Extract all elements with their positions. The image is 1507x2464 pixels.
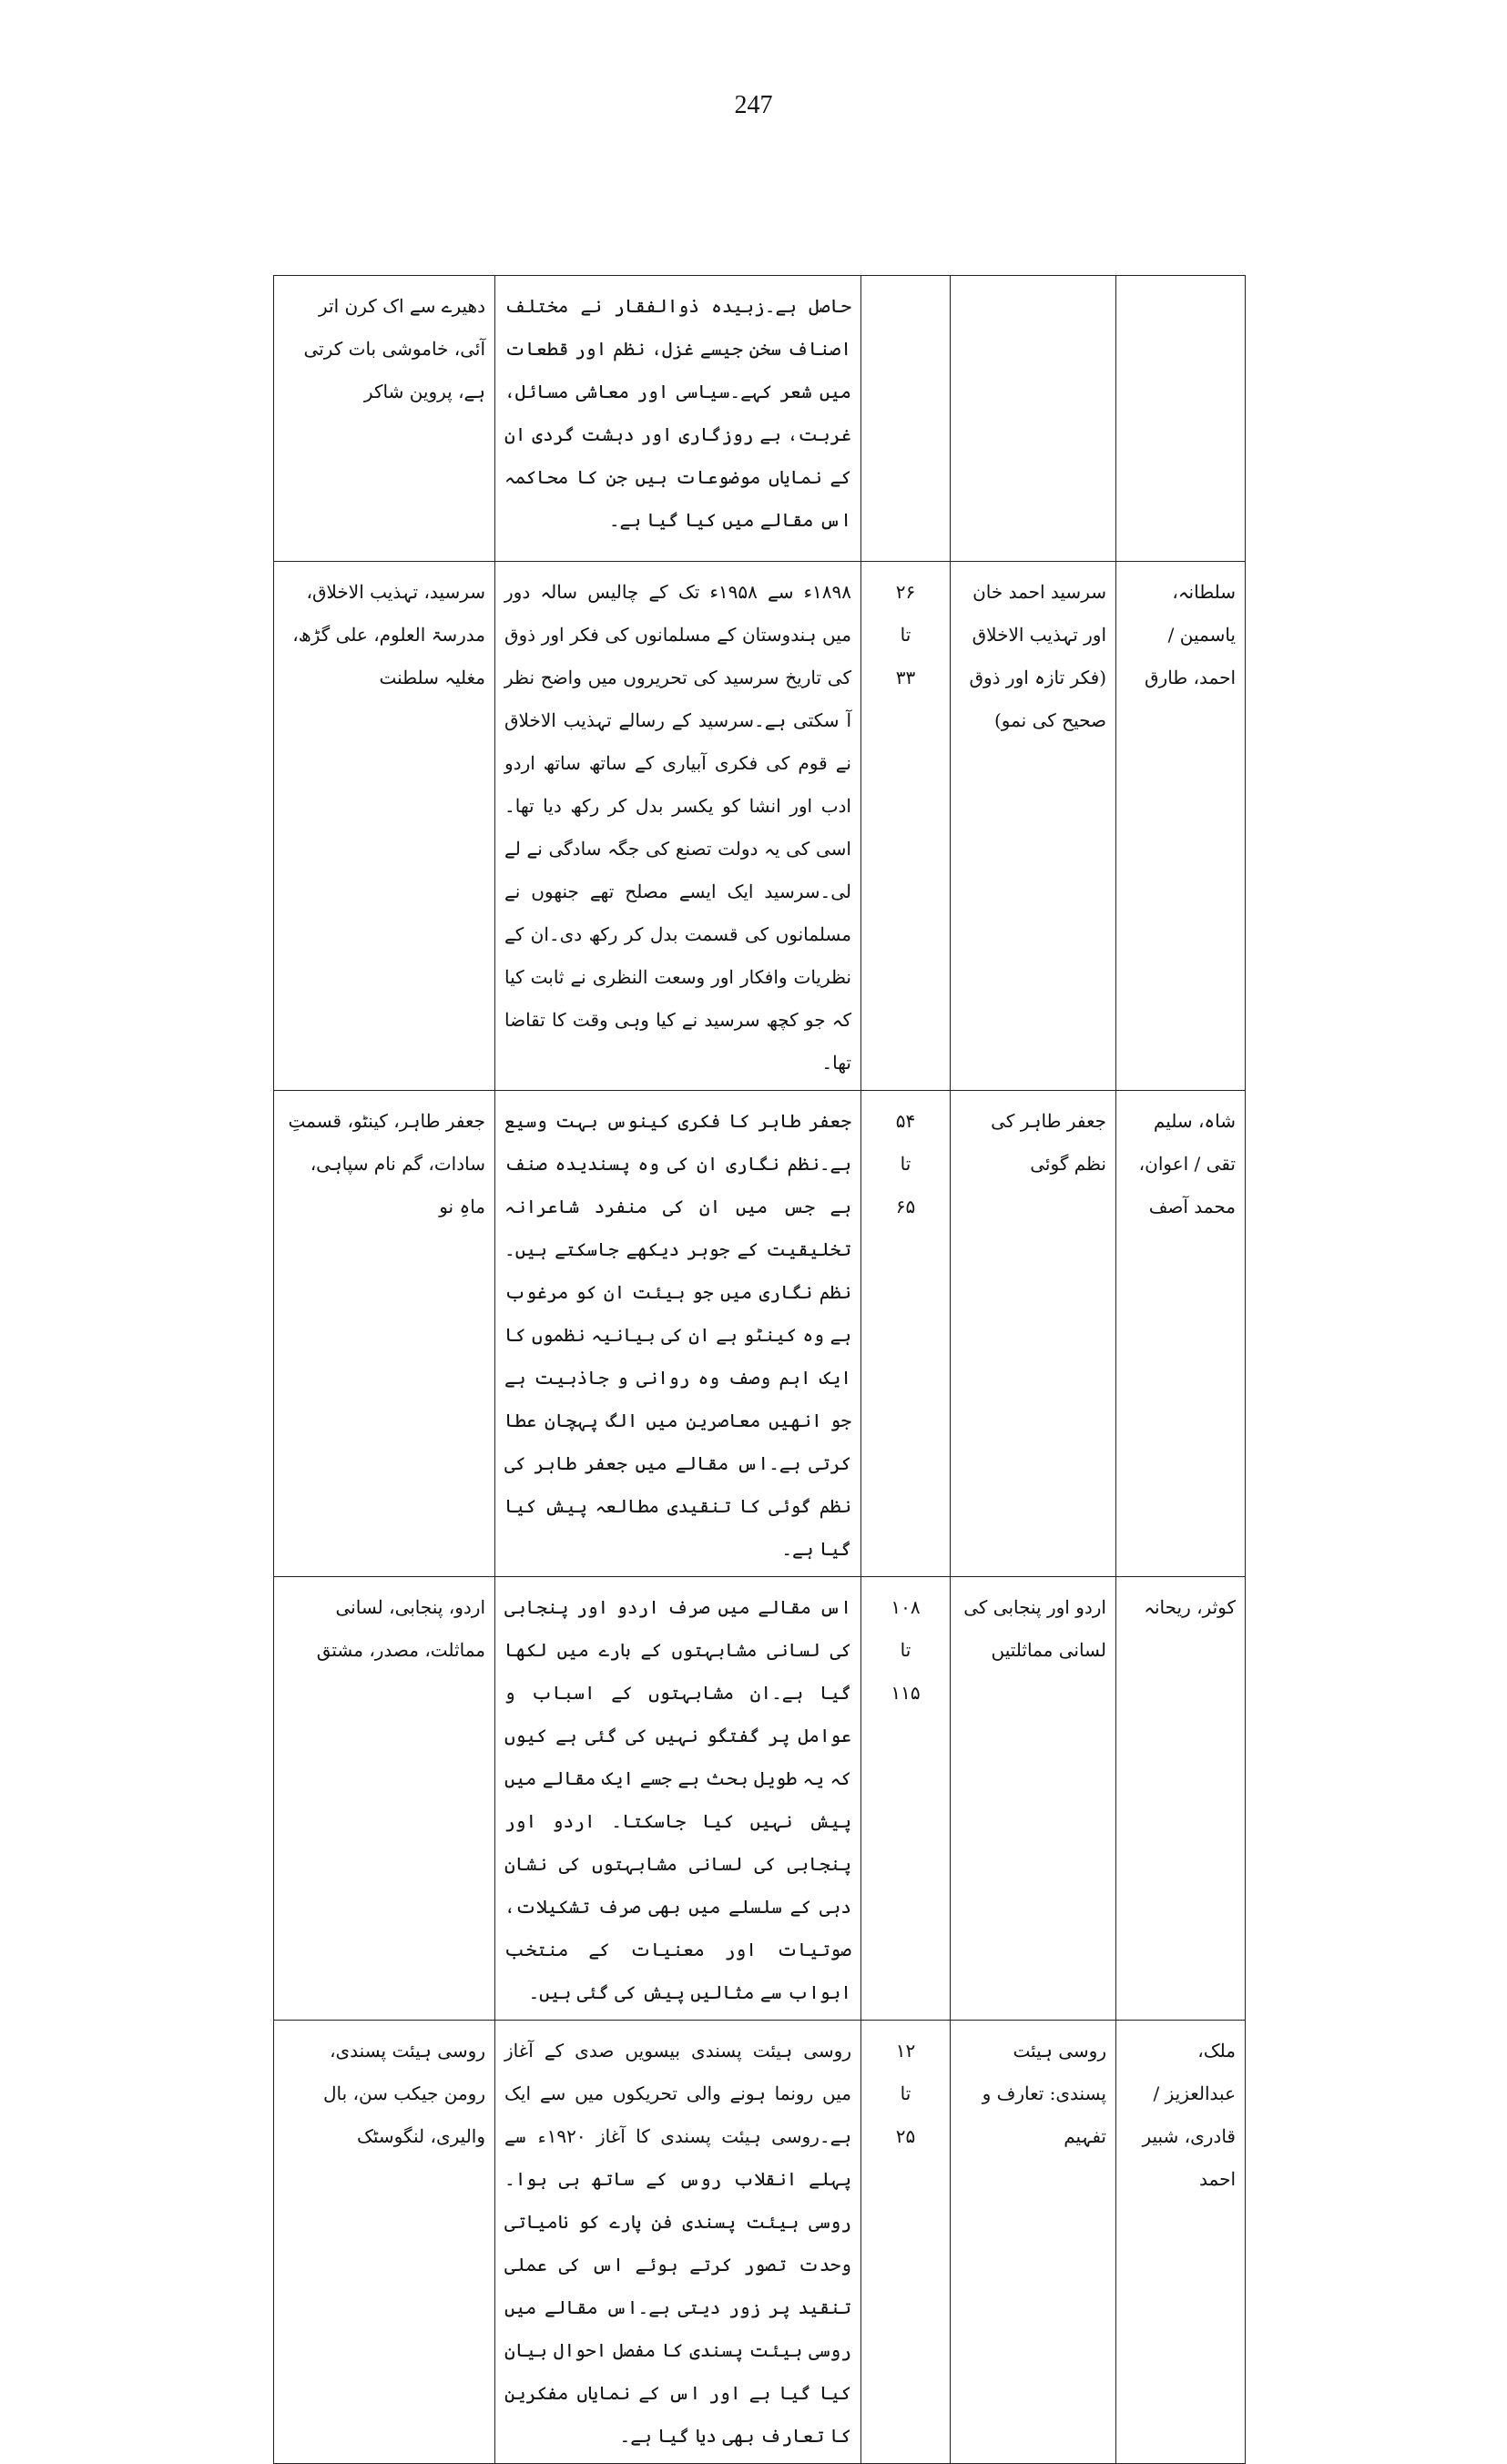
- article-index-body: [274, 276, 1246, 2464]
- table-row: [274, 1577, 1246, 2021]
- page-range-part: ۱۰۸: [891, 1596, 921, 1618]
- page-range-part: ۱۱۵: [891, 1682, 921, 1704]
- title-cell: [951, 562, 1116, 1091]
- title-cell: [951, 276, 1116, 562]
- summary-text: حاصل ہے۔زبیدہ ذوالفقار نے مختلف اصناف سخن جیسے غزل، نظم اور قطعات میں شعر کہے۔سیاسی اور معاشی مسائل، غربت، بے روزگاری اور دہشت گردی ان کے نمایاں موضوعات ہیں جن کا محاکمہ اس مقالے میں کیا گیا ہے۔: [504, 295, 851, 531]
- author-text: سلطانہ، یاسمین / احمد، طارق: [1145, 581, 1236, 688]
- page-number: 247: [734, 91, 773, 119]
- author-cell: [1116, 562, 1246, 1091]
- summary-cell: [495, 1577, 861, 2021]
- page-range-part: تا: [900, 1639, 911, 1661]
- page-range-part: ۳۳: [895, 667, 916, 688]
- author-cell: [1116, 276, 1246, 562]
- pages-cell: [861, 2021, 951, 2464]
- summary-text: روسی ہیئت پسندی بیسویں صدی کے آغاز میں رونما ہونے والی تحریکوں میں سے ایک ہے۔روسی ہیئت پسندی کا آغاز ۱۹۲۰ء سے پہلے انقلاب روس کے ساتھ ہی ہوا۔روسی ہیئت پسندی فن پارے کو نامیاتی وحدت تصور کرتے ہوئے اس کی عملی تنقید پر زور دیتی ہے۔اس مقالے میں روسی ہیئت پسندی کا مفصل احوال بیان کیا گیا ہے اور اس کے نمایاں مفکرین کا تعارف بھی دیا گیا ہے۔: [504, 2040, 852, 2447]
- table-row: [274, 276, 1246, 562]
- pages-cell: [861, 1577, 951, 2021]
- page-range-part: ۲۶: [895, 581, 916, 603]
- keywords-text: دھیرے سے اک کرن اتر آئی، خاموشی بات کرتی ہے، پروین شاکر: [303, 295, 485, 402]
- title-cell: [951, 2021, 1116, 2464]
- keywords-text: جعفر طاہر، کینٹو، قسمتِ سادات، گم نام سپاہی، ماہِ نو: [288, 1110, 485, 1217]
- author-text: کوثر، ریحانہ: [1144, 1596, 1236, 1618]
- author-text: ملک، عبدالعزیز / قادری، شبیر احمد: [1142, 2040, 1236, 2190]
- author-cell: [1116, 1091, 1246, 1577]
- pages-cell: [861, 1091, 951, 1577]
- article-index-table: [273, 275, 1246, 2464]
- keywords-cell: [274, 562, 495, 1091]
- title-text: روسی ہیئت پسندی: تعارف و تفہیم: [982, 2040, 1106, 2147]
- keywords-cell: [274, 2021, 495, 2464]
- table-row: [274, 562, 1246, 1091]
- table-row: [274, 2021, 1246, 2464]
- summary-text: جعفر طاہر کا فکری کینوس بہت وسیع ہے۔نظم نگاری ان کی وہ پسندیدہ صنف ہے جس میں ان کی منفرد شاعرانہ تخلیقیت کے جوہر دیکھے جاسکتے ہیں۔نظم نگاری میں جو ہیئت ان کو مرغوب ہے وہ کینٹو ہے ان کی بیانیہ نظموں کا ایک اہم وصف وہ روانی و جاذبیت ہے جو انھیں معاصرین میں الگ پہچان عطا کرتی ہے۔اس مقالے میں جعفر طاہر کی نظم گوئی کا تنقیدی مطالعہ پیش کیا گیا ہے۔: [504, 1110, 851, 1560]
- page-range-part: ۵۴: [895, 1110, 916, 1132]
- author-cell: [1116, 2021, 1246, 2464]
- keywords-text: روسی ہیئت پسندی، رومن جیکب سن، بال والیری، لنگوسٹک: [322, 2040, 485, 2147]
- title-text: اردو اور پنجابی کی لسانی مماثلتیں: [963, 1596, 1106, 1661]
- author-text: شاہ، سلیم تقی / اعوان، محمد آصف: [1138, 1110, 1236, 1217]
- title-text: سرسید احمد خان اور تہذیب الاخلاق (فکر تازہ اور ذوق صحیح کی نمو): [969, 581, 1106, 731]
- pages-cell: [861, 276, 951, 562]
- pages-cell: [861, 562, 951, 1091]
- keywords-cell: [274, 1577, 495, 2021]
- keywords-text: سرسید، تہذیب الاخلاق، مدرسۃ العلوم، علی گڑھ، مغلیہ سلطنت: [292, 581, 485, 688]
- title-cell: [951, 1577, 1116, 2021]
- table-row: [274, 1091, 1246, 1577]
- page-range-part: تا: [900, 2082, 911, 2104]
- page-range-part: تا: [900, 624, 911, 646]
- title-cell: [951, 1091, 1116, 1577]
- keywords-cell: [274, 276, 495, 562]
- author-cell: [1116, 1577, 1246, 2021]
- summary-text: اس مقالے میں صرف اردو اور پنجابی کی لسانی مشابہتوں کے بارے میں لکھا گیا ہے۔ان مشابہتوں کے اسباب و عوامل پر گفتگو نہیں کی گئی ہے کیوں کہ یہ طویل بحث ہے جسے ایک مقالے میں پیش نہیں کیا جاسکتا۔ اردو اور پنجابی کی لسانی مشابہتوں کی نشان دہی کے سلسلے میں بھی صرف تشکیلات، صوتیات اور معنیات کے منتخب ابواب سے مثالیں پیش کی گئی ہیں۔: [504, 1596, 851, 2003]
- keywords-cell: [274, 1091, 495, 1577]
- page-range-part: تا: [900, 1153, 911, 1175]
- summary-cell: [495, 1091, 861, 1577]
- summary-cell: [495, 562, 861, 1091]
- title-text: جعفر طاہر کی نظم گوئی: [991, 1110, 1106, 1175]
- summary-cell: [495, 276, 861, 562]
- summary-cell: [495, 2021, 861, 2464]
- page-range-part: ۲۵: [895, 2125, 916, 2147]
- page-range-part: ۱۲: [895, 2040, 916, 2062]
- summary-text: ۱۸۹۸ء سے ۱۹۵۸ء تک کے چالیس سالہ دور میں ہندوستان کے مسلمانوں کی فکر اور ذوق کی تاریخ سرسید کی تحریروں میں واضح نظر آ سکتی ہے۔سرسید کے رسالے تہذیب الاخلاق نے قوم کی فکری آبیاری کے ساتھ ساتھ اردو ادب اور انشا کو یکسر بدل کر رکھ دیا تھا۔ اسی کی یہ دولت تصنع کی جگہ سادگی نے لے لی۔سرسید ایک ایسے مصلح تھے جنھوں نے مسلمانوں کی قسمت بدل کر رکھ دی۔ان کے نظریات وافکار اور وسعت النظری نے ثابت کیا کہ جو کچھ سرسید نے کیا وہی وقت کا تقاضا تھا۔: [504, 581, 851, 1074]
- keywords-text: اردو، پنجابی، لسانی مماثلت، مصدر، مشتق: [316, 1596, 485, 1661]
- page-range-part: ۶۵: [895, 1196, 916, 1217]
